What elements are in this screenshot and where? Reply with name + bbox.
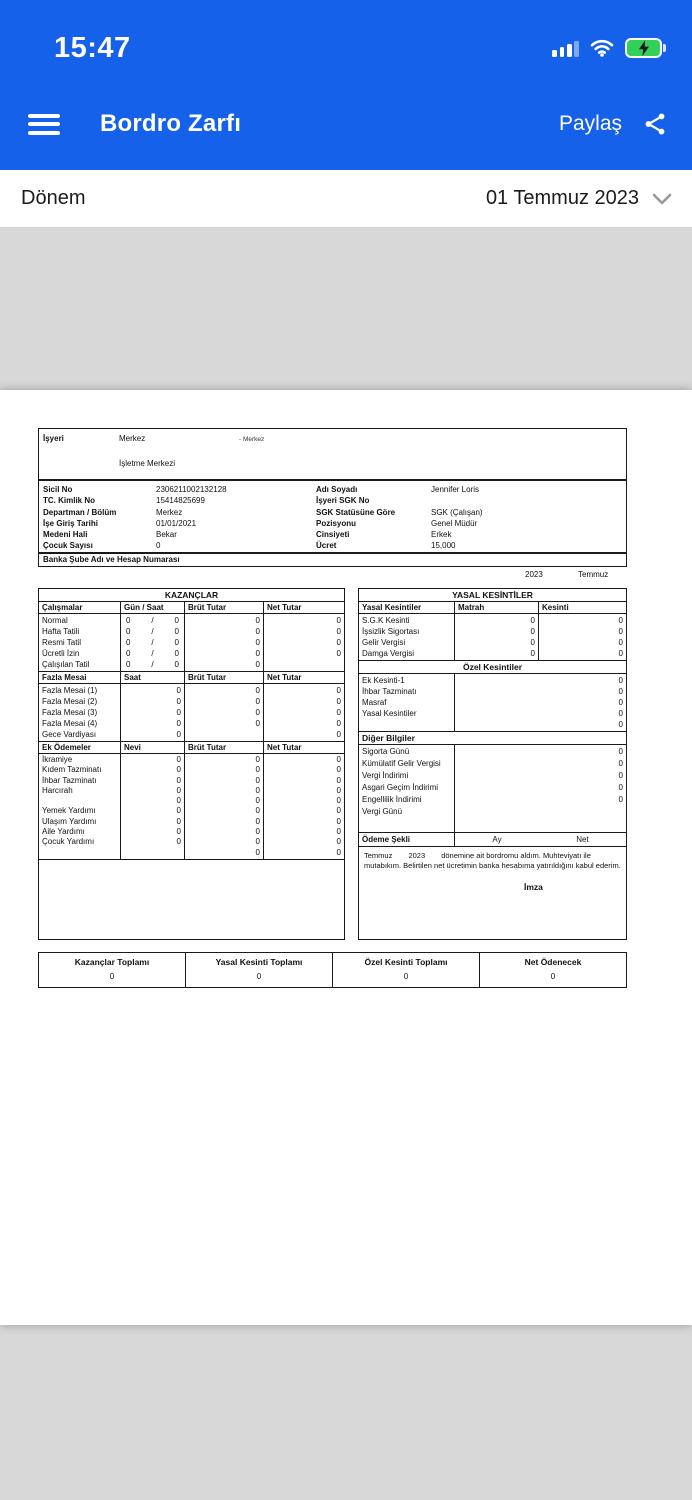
- row-label: Ücretli İzin: [42, 649, 80, 658]
- info-label: İşyeri SGK No: [316, 496, 370, 506]
- gun-value: 0: [126, 660, 131, 669]
- row-label: Vergi İndirimi: [362, 771, 409, 780]
- slash: /: [151, 649, 154, 658]
- net-value: 0: [336, 837, 341, 847]
- value: 0: [618, 783, 623, 792]
- period-selector[interactable]: [486, 187, 672, 210]
- payslip-document: [0, 390, 692, 1325]
- info-row: [43, 507, 311, 518]
- kesinti-value: 0: [618, 627, 623, 636]
- column-header: Net Tutar: [267, 743, 302, 752]
- label-column: [359, 674, 455, 731]
- column-header: Çalışmalar: [39, 602, 121, 613]
- column-header: Net Tutar: [267, 673, 302, 682]
- row-label: Fazla Mesai (3): [42, 708, 98, 717]
- info-row: [316, 507, 622, 518]
- info-value: 15414825699: [156, 496, 205, 506]
- row-label: Engellilik İndirimi: [362, 795, 422, 804]
- brut-value: 0: [255, 697, 260, 706]
- row-label: Aile Yardımı: [42, 827, 85, 837]
- info-label: İşe Giriş Tarihi: [43, 518, 98, 528]
- other-info-body: [359, 745, 626, 833]
- row-label: Çalışılan Tatil: [42, 660, 90, 669]
- net-value: 0: [336, 627, 341, 636]
- earnings-sections: [39, 602, 344, 860]
- value: 0: [618, 676, 623, 685]
- info-row: [316, 540, 622, 551]
- brut-value: 0: [255, 827, 260, 837]
- value-column: [121, 614, 185, 671]
- brut-value: 0: [255, 719, 260, 728]
- battery-body: [625, 38, 662, 58]
- battery-nub: [663, 44, 666, 52]
- info-label: Cinsiyeti: [316, 530, 350, 540]
- matrah-value: 0: [530, 627, 535, 636]
- value: 0: [176, 785, 181, 795]
- label-column: [39, 684, 121, 741]
- total-value: 0: [550, 972, 556, 981]
- matrah-column: [455, 614, 539, 660]
- info-label: Medeni Hali: [43, 530, 88, 540]
- totals-row: [38, 952, 627, 988]
- info-row: [43, 495, 311, 506]
- total-cell: [333, 953, 480, 987]
- value: [121, 848, 184, 858]
- total-value: 0: [109, 972, 115, 981]
- gun-saat-value: [121, 648, 184, 659]
- net-value: 0: [336, 765, 341, 775]
- document-month: Temmuz: [578, 570, 609, 579]
- net-column: [264, 614, 344, 671]
- earnings-panel: [38, 588, 345, 940]
- brut-value: 0: [255, 755, 260, 764]
- period-label: Dönem: [21, 187, 86, 209]
- column-header: Ek Ödemeler: [39, 742, 121, 753]
- period-value: 01 Temmuz 2023: [485, 187, 639, 209]
- value-column: [455, 674, 626, 731]
- column-header: Matrah: [455, 602, 539, 613]
- value: 0: [176, 806, 181, 816]
- share-icon: [642, 111, 668, 137]
- info-value: Bekar: [156, 530, 177, 540]
- nav-bar: [0, 84, 692, 170]
- row-label: Fazla Mesai (2): [42, 697, 98, 706]
- net-value: 0: [336, 816, 341, 826]
- deductions-panel: [358, 588, 627, 940]
- value: 0: [176, 719, 181, 728]
- row-label: İhbar Tazminatı: [42, 775, 97, 785]
- total-value: 0: [256, 972, 262, 981]
- row-label: Fazla Mesai (4): [42, 719, 98, 728]
- bank-account-box: Banka Şube Adı ve Hesap Numarası: [38, 553, 627, 567]
- row-label: Ulaşım Yardımı: [42, 816, 97, 826]
- workplace-subvalue: İşletme Merkezi: [119, 459, 176, 468]
- brut-value: 0: [255, 775, 260, 785]
- signature-label: İmza: [524, 882, 543, 892]
- slash: /: [151, 638, 154, 647]
- kesinti-value: 0: [618, 638, 623, 647]
- row-label: Gece Vardiyası: [42, 730, 97, 739]
- brut-column: [185, 684, 264, 741]
- row-label: [39, 848, 120, 858]
- payment-method-header: [359, 833, 626, 847]
- value: [455, 806, 626, 818]
- info-value: SGK (Çalışan): [431, 507, 483, 517]
- ack-month: Temmuz: [364, 851, 393, 860]
- info-value: Erkek: [431, 530, 452, 540]
- row-label: Resmi Tatil: [42, 638, 81, 647]
- kesinti-column: [539, 614, 626, 660]
- value: 0: [176, 686, 181, 695]
- brut-value: 0: [255, 660, 260, 669]
- info-label: Pozisyonu: [316, 518, 357, 528]
- brut-value: 0: [255, 816, 260, 826]
- kesinti-value: 0: [618, 649, 623, 658]
- kesinti-value: 0: [618, 616, 623, 625]
- gun-value: 0: [126, 649, 131, 658]
- row-label: İkramiye: [42, 755, 73, 764]
- brut-value: 0: [255, 806, 260, 816]
- slash: /: [151, 616, 154, 625]
- row-label: Kıdem Tazminatı: [42, 765, 102, 775]
- gun-saat-value: [121, 626, 184, 637]
- earnings-header-row: [39, 672, 344, 684]
- net-value: 0: [336, 806, 341, 816]
- payment-col-net: Net: [576, 835, 589, 844]
- total-cell: [39, 953, 186, 987]
- share-button[interactable]: [642, 111, 668, 137]
- net-value: 0: [336, 719, 341, 728]
- wifi-icon: [590, 39, 614, 57]
- brut-value: 0: [255, 847, 260, 857]
- value: 0: [176, 765, 181, 775]
- value: 0: [618, 698, 623, 707]
- value: 0: [176, 775, 181, 785]
- row-label: Kümülatif Gelir Vergisi: [362, 759, 441, 768]
- signal-bar: [552, 50, 557, 57]
- chevron-down-icon: [652, 193, 672, 205]
- info-value: 01/01/2021: [156, 518, 197, 528]
- workplace-label: İşyeri: [43, 434, 64, 443]
- info-value: 0: [156, 541, 161, 551]
- deduction-sections: [359, 602, 626, 833]
- net-value: 0: [336, 730, 341, 739]
- gun-value: 0: [126, 627, 131, 636]
- bolt-icon: [638, 40, 650, 56]
- info-value: [431, 495, 433, 506]
- payment-method-title: Ödeme Şekli: [359, 833, 455, 846]
- ack-body: dönemine ait bordromu aldım. Muhteviyatı ile mutabıkım. Belirtilen net ücretimin banka hesabıma yatırıldığını kabul ederim.: [364, 851, 621, 870]
- brut-value: 0: [255, 837, 260, 847]
- row-label: [39, 796, 120, 806]
- menu-button[interactable]: [28, 114, 60, 135]
- row-label: Yemek Yardımı: [42, 806, 96, 816]
- column-header: Gün / Saat: [121, 602, 185, 613]
- gun-value: 0: [126, 616, 131, 625]
- period-row: [0, 170, 692, 228]
- info-row: [316, 484, 622, 495]
- hamburger-bar: [28, 114, 60, 118]
- info-value: Jennifer Loris: [431, 485, 480, 494]
- row-label: Fazla Mesai (1): [42, 686, 98, 695]
- info-label: TC. Kimlik No: [43, 496, 96, 506]
- special-deductions-title: Özel Kesintiler: [359, 661, 626, 674]
- label-column: [39, 614, 121, 671]
- deductions-title: YASAL KESİNTİLER: [359, 589, 626, 602]
- column-header: Kesinti: [542, 603, 569, 612]
- row-label: [359, 719, 454, 730]
- brut-value: 0: [255, 627, 260, 636]
- workplace-value: Merkez: [119, 434, 146, 443]
- column-header: Yasal Kesintiler: [359, 602, 455, 613]
- row-label: Çocuk Yardımı: [42, 837, 95, 847]
- row-label: Harcırah: [42, 785, 73, 795]
- gun-saat-value: [121, 615, 184, 626]
- earnings-title: KAZANÇLAR: [39, 589, 344, 602]
- value: 0: [618, 747, 623, 756]
- row-label: S.G.K Kesinti: [362, 616, 410, 625]
- info-row: [316, 529, 622, 540]
- saat-value: 0: [174, 627, 179, 636]
- brut-value: [185, 729, 263, 740]
- saat-value: 0: [174, 638, 179, 647]
- gun-saat-value: [121, 637, 184, 648]
- employee-info-box: [38, 480, 627, 553]
- value: 0: [618, 771, 623, 780]
- info-label: Ücret: [316, 541, 337, 551]
- value: 0: [176, 816, 181, 826]
- column-header: Brüt Tutar: [185, 602, 264, 613]
- special-deductions-body: [359, 674, 626, 732]
- info-value: Genel Müdür: [431, 518, 478, 528]
- app-header: [0, 0, 692, 170]
- column-header: Net Tutar: [267, 603, 302, 612]
- info-row: [43, 484, 311, 495]
- value: 0: [176, 755, 181, 764]
- battery-charging-icon: [625, 38, 666, 58]
- brut-value: 0: [255, 708, 260, 717]
- value-column: [455, 745, 626, 832]
- row-label: İşsizlik Sigortası: [362, 627, 420, 636]
- total-label: Net Ödenecek: [524, 957, 582, 967]
- value-column: [121, 684, 185, 741]
- value: 0: [618, 759, 623, 768]
- net-value: 0: [336, 755, 341, 764]
- earnings-header-row: [39, 602, 344, 614]
- net-value: 0: [336, 708, 341, 717]
- column-header: Nevi: [121, 742, 185, 753]
- value: 0: [176, 837, 181, 847]
- row-label: Asgari Geçim İndirimi: [362, 783, 439, 792]
- status-bar: [0, 0, 692, 84]
- saat-value: 0: [174, 616, 179, 625]
- share-text-button[interactable]: Paylaş: [558, 112, 622, 135]
- value: 0: [176, 697, 181, 706]
- brut-value: 0: [255, 649, 260, 658]
- brut-column: [185, 614, 264, 671]
- info-row: [316, 518, 622, 529]
- brut-value: 0: [255, 785, 260, 795]
- value: 0: [176, 730, 181, 739]
- row-label: Yasal Kesintiler: [362, 709, 417, 718]
- brut-column: [185, 754, 264, 859]
- row-label: Ek Kesinti-1: [362, 676, 405, 685]
- acknowledgment-block: [359, 847, 626, 897]
- total-label: Özel Kesinti Toplamı: [364, 957, 448, 967]
- info-column-left: [43, 484, 311, 552]
- net-value: 0: [336, 827, 341, 837]
- total-cell: [480, 953, 626, 987]
- total-value: 0: [403, 972, 409, 981]
- label-column: [359, 614, 455, 660]
- brut-value: 0: [255, 796, 260, 806]
- info-value: 2306211002132128: [156, 485, 227, 494]
- legal-deductions-body: [359, 614, 626, 661]
- document-year: 2023: [525, 570, 543, 579]
- row-label: Normal: [42, 616, 68, 625]
- workplace-box: [38, 428, 627, 480]
- row-label: İhbar Tazminatı: [362, 687, 417, 696]
- other-info-title: Diğer Bilgiler: [359, 732, 626, 745]
- net-value: 0: [336, 686, 341, 695]
- net-value: 0: [336, 796, 341, 806]
- net-column: [264, 684, 344, 741]
- hamburger-bar: [28, 131, 60, 135]
- signal-bar: [560, 47, 565, 57]
- row-label: Masraf: [362, 698, 387, 707]
- matrah-value: 0: [530, 638, 535, 647]
- status-time: 15:47: [54, 31, 131, 64]
- total-label: Kazançlar Toplamı: [74, 957, 150, 967]
- label-column: [359, 745, 455, 832]
- nav-actions: [559, 111, 668, 137]
- info-label: SGK Statüsüne Göre: [316, 507, 396, 517]
- saat-value: 0: [174, 660, 179, 669]
- net-value: 0: [336, 785, 341, 795]
- value: 0: [618, 795, 623, 804]
- earnings-header-row: [39, 742, 344, 754]
- gun-value: 0: [126, 638, 131, 647]
- brut-value: 0: [255, 686, 260, 695]
- info-value: Merkez: [156, 507, 183, 517]
- brut-value: 0: [255, 765, 260, 775]
- info-column-right: [316, 484, 622, 552]
- info-label: Sicil No: [43, 485, 73, 494]
- value: 0: [176, 708, 181, 717]
- value: 0: [618, 687, 623, 696]
- value-column: [121, 754, 185, 859]
- column-header: Saat: [121, 672, 185, 683]
- info-label: Departman / Bölüm: [43, 507, 117, 517]
- value: 0: [618, 709, 623, 718]
- signal-bar: [567, 44, 572, 57]
- gun-saat-value: [121, 659, 184, 670]
- label-column: [39, 754, 121, 859]
- value: 0: [176, 796, 181, 806]
- info-label: Adı Soyadı: [316, 485, 358, 494]
- matrah-value: 0: [530, 649, 535, 658]
- net-column: [264, 754, 344, 859]
- info-value: 15,000: [431, 541, 456, 551]
- info-label: Çocuk Sayısı: [43, 541, 93, 551]
- matrah-value: 0: [530, 616, 535, 625]
- saat-value: 0: [174, 649, 179, 658]
- value: 0: [618, 720, 623, 729]
- info-row: [316, 495, 622, 506]
- row-label: Damga Vergisi: [362, 649, 415, 658]
- ack-year: 2023: [408, 851, 426, 860]
- earnings-body-row: [39, 754, 344, 860]
- row-label: Sigorta Günü: [362, 747, 410, 756]
- earnings-body-row: [39, 614, 344, 672]
- workplace-note: - Merkez: [239, 436, 265, 443]
- net-value: 0: [336, 649, 341, 658]
- column-header: Brüt Tutar: [185, 672, 264, 683]
- info-row: [43, 518, 311, 529]
- status-icons: [552, 38, 666, 58]
- acknowledgment-text: [364, 851, 621, 870]
- column-header: Fazla Mesai: [39, 672, 121, 683]
- info-row: [43, 529, 311, 540]
- signal-bar: [574, 41, 579, 57]
- net-value: 0: [336, 616, 341, 625]
- column-header: Brüt Tutar: [185, 742, 264, 753]
- brut-value: 0: [255, 638, 260, 647]
- net-value: 0: [336, 697, 341, 706]
- info-row: [43, 540, 311, 551]
- cellular-signal-icon: [552, 40, 579, 57]
- value: 0: [176, 827, 181, 837]
- net-value: 0: [336, 775, 341, 785]
- slash: /: [151, 660, 154, 669]
- earnings-body-row: [39, 684, 344, 742]
- brut-value: 0: [255, 616, 260, 625]
- slash: /: [151, 627, 154, 636]
- row-label: Vergi Günü: [362, 807, 403, 816]
- total-label: Yasal Kesinti Toplamı: [215, 957, 303, 967]
- net-value: 0: [336, 847, 341, 857]
- row-label: Gelir Vergisi: [362, 638, 406, 647]
- page-title: Bordro Zarfı: [100, 110, 242, 137]
- deductions-header-row: [359, 602, 626, 614]
- payment-col-month: Ay: [492, 835, 502, 844]
- hamburger-bar: [28, 122, 60, 126]
- total-cell: [186, 953, 333, 987]
- net-value: 0: [336, 638, 341, 647]
- row-label: Hafta Tatili: [42, 627, 80, 636]
- net-value: [264, 659, 344, 670]
